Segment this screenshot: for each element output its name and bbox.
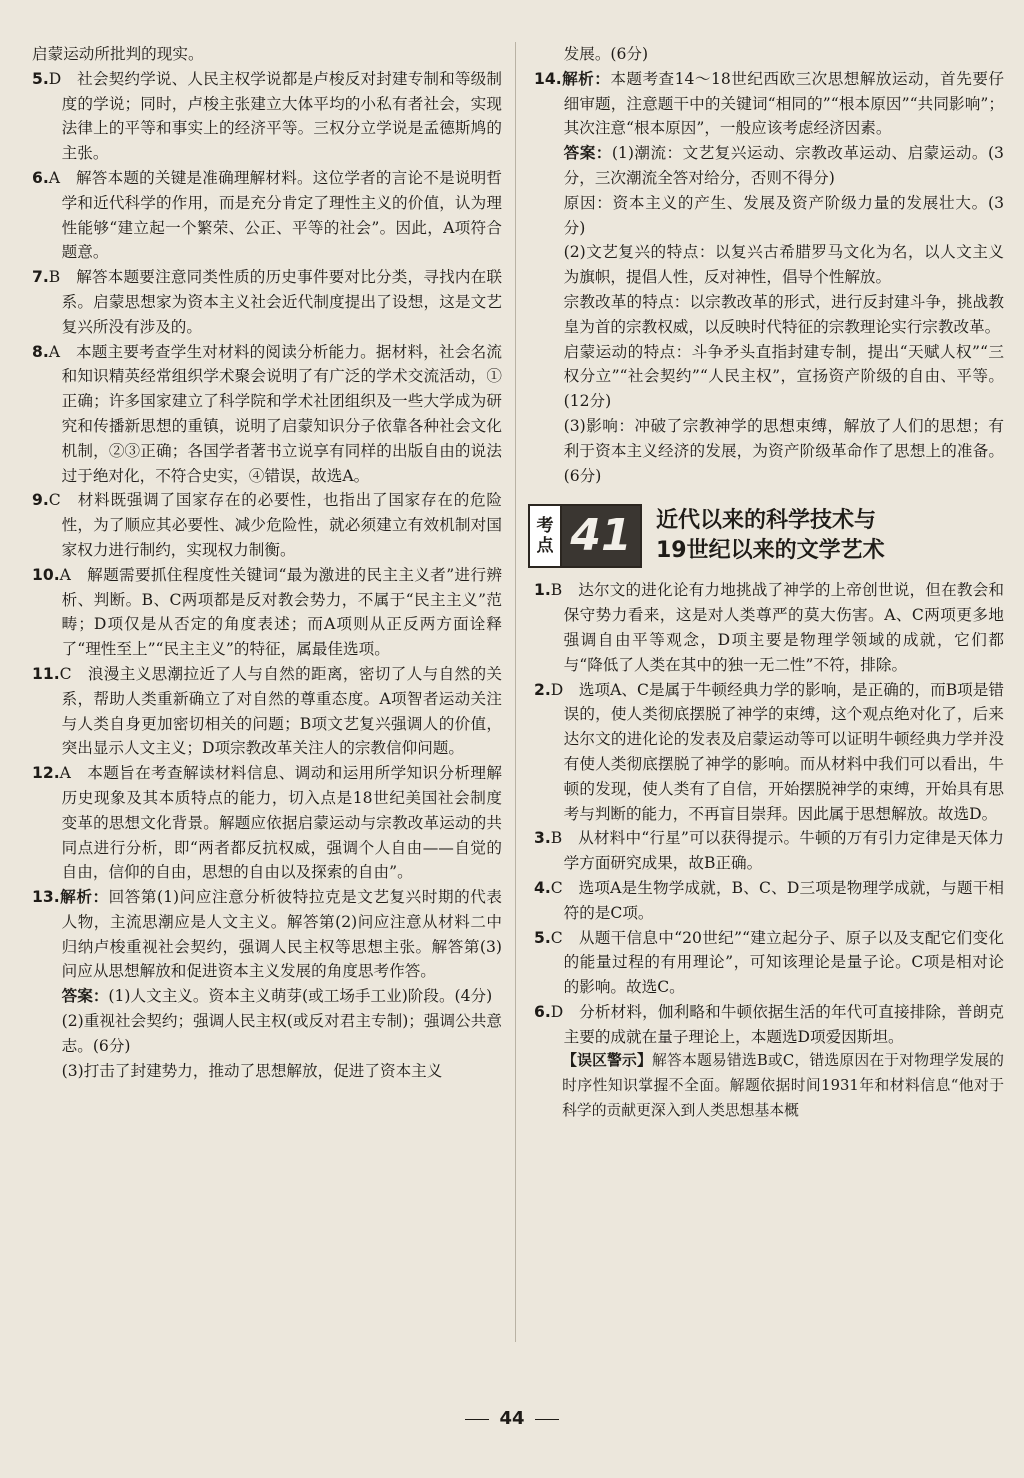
right-column bbox=[534, 42, 1004, 1124]
page-number: 44 bbox=[499, 1408, 525, 1429]
answer-item bbox=[534, 826, 1004, 876]
item-label: 答案： bbox=[563, 144, 612, 163]
item-text: B 从材料中“行星”可以获得提示。牛顿的万有引力定律是天体力学方面研究成果，故B正确。 bbox=[550, 829, 1004, 873]
answer-item bbox=[32, 761, 502, 885]
item-text: 本题考查14～18世纪西欧三次思想解放运动，首先要仔细审题，注意题干中的关键词“相同的”“根本原因”“共同影响”；其次注意“根本原因”，一般应该考虑经济因素。 bbox=[563, 69, 1004, 138]
page-footer bbox=[0, 1408, 1024, 1429]
answer-item bbox=[32, 166, 502, 265]
item-text: D 社会契约学说、人民主权学说都是卢梭反对封建专制和等级制度的学说；同时，卢梭主张建立大体平均的小私有者社会，实现法律上的平等和事实上的经济平等。三权分立学说是孟德斯鸠的主张。 bbox=[48, 69, 502, 163]
item-text: 原因：资本主义的产生、发展及资产阶级力量的发展壮大。(3分) bbox=[563, 193, 1004, 237]
item-number: 12. bbox=[32, 764, 60, 783]
continued-text bbox=[32, 42, 502, 67]
item-text: C 选项A是生物学成就，B、C、D三项是物理学成就，与题干相符的是C项。 bbox=[550, 878, 1004, 922]
warning-note bbox=[534, 1049, 1004, 1123]
item-text: 启蒙运动的特点：斗争矛头直指封建专制，提出“天赋人权”“三权分立”“社会契约”“人民主权”，宣扬资产阶级的自由、平等。(12分) bbox=[563, 342, 1004, 411]
item-text: A 本题主要考查学生对材料的阅读分析能力。据材料，社会名流和知识精英经常组织学术聚会说明了有广泛的学术交流活动，①正确；许多国家建立了科学院和学术社团组织及一些大学成为研究和传播新思想的重镇，说明了启蒙知识分子依靠各种社会文化机制，②③正确；各国学者著书立说享有同样的出版自由的说法过于绝对化，不符合史实，④错误，故选A。 bbox=[48, 342, 502, 485]
answer-line bbox=[534, 340, 1004, 414]
footer-dash bbox=[465, 1419, 489, 1420]
item-text: (1)人文主义。资本主义萌芽(或工场手工业)阶段。(4分) bbox=[108, 987, 493, 1006]
item-text: A 解题需要抓住程度性关键词“最为激进的民主主义者”进行辨析、判断。B、C两项都是反对教会势力，不属于“民主主义”范畴；D项仅是从否定的角度表述；而A项则从正反两方面诠释了“理性至上”“民主主义”的特征，属最佳选项。 bbox=[59, 565, 502, 659]
right-column-top bbox=[534, 42, 1004, 488]
item-number: 1. bbox=[534, 581, 551, 600]
footer-dash bbox=[535, 1419, 559, 1420]
item-text: (1)潮流：文艺复兴运动、宗教改革运动、启蒙运动。(3分，三次潮流全答对给分，否则不得分) bbox=[563, 144, 1004, 187]
item-text: 回答第(1)问应注意分析彼特拉克是文艺复兴时期的代表人物，主流思潮应是人文主义。解答第(2)问应注意从材料二中归纳卢梭重视社会契约，强调人民主权等思想主张。解答第(3)问应从思想解放和促进资本主义发展的角度思考作答。 bbox=[61, 888, 502, 981]
item-text: C 从题干信息中“20世纪”“建立起分子、原子以及支配它们变化的能量过程的有用理论”，可知该理论是量子论。C项是相对论的影响。故选C。 bbox=[550, 928, 1004, 997]
answer-item bbox=[32, 885, 502, 984]
item-number: 6. bbox=[534, 1002, 551, 1021]
left-column bbox=[32, 42, 502, 1083]
item-number: 4. bbox=[534, 878, 551, 897]
answer-line bbox=[534, 191, 1004, 241]
item-number: 8. bbox=[32, 342, 49, 361]
item-number: 2. bbox=[534, 680, 551, 699]
answer-line bbox=[534, 414, 1004, 488]
item-text: B 达尔文的进化论有力地挑战了神学的上帝创世说，但在教会和保守势力看来，这是对人类尊严的莫大伤害。A、C两项更多地强调自由平等观念，D项主要是物理学领域的成就，它们都与“降低了人类在其中的独一无二性”不符，排除。 bbox=[550, 581, 1004, 674]
answer-item bbox=[534, 876, 1004, 926]
item-label: 【误区警示】 bbox=[562, 1052, 652, 1070]
item-text: A 本题旨在考查解读材料信息、调动和运用所学知识分析理解历史现象及其本质特点的能力，切入点是18世纪美国社会制度变革的思想文化背景。解题应依据启蒙运动与宗教改革运动的共同点进行分析，即“两者都反抗权威，强调个人自由——自觉的自由，信仰的自由，思想的自由以及探索的自由”。 bbox=[59, 764, 502, 882]
item-text: (2)重视社会契约；强调人民主权(或反对君主专制)；强调公共意志。(6分) bbox=[61, 1012, 502, 1055]
answer-line bbox=[32, 984, 502, 1009]
answer-line bbox=[32, 1059, 502, 1084]
answer-line bbox=[534, 290, 1004, 340]
item-text: C 浪漫主义思潮拉近了人与自然的距离，密切了人与自然的关系，帮助人类重新确立了对自然的尊重态度。A项智者运动关注与人类自身更加密切相关的问题；B项文艺复兴强调人的价值，突出显示人文主义；D项宗教改革关注人的宗教信仰问题。 bbox=[59, 664, 502, 758]
answer-item bbox=[32, 265, 502, 339]
answer-item bbox=[32, 340, 502, 489]
item-text: 启蒙运动所批判的现实。 bbox=[32, 45, 204, 63]
section-header bbox=[528, 500, 1004, 572]
badge-number: 41 bbox=[562, 506, 640, 566]
answer-item bbox=[32, 563, 502, 662]
item-text: (2)文艺复兴的特点：以复兴古希腊罗马文化为名，以人文主义为旗帜，提倡人性，反对神性，倡导个性解放。 bbox=[563, 243, 1004, 287]
item-text: D 分析材料，伽利略和牛顿依据生活的年代可直接排除，普朗克主要的成就在量子理论上，本题选D项爱因斯坦。 bbox=[550, 1002, 1004, 1046]
item-label: 解析： bbox=[561, 69, 611, 88]
item-label: 解析： bbox=[59, 888, 109, 907]
item-number: 14. bbox=[534, 69, 562, 88]
answer-item bbox=[32, 67, 502, 166]
section-title: 近代以来的科学技术与 19世纪以来的文学艺术 bbox=[656, 508, 885, 564]
item-text: B 解答本题要注意同类性质的历史事件要对比分类，寻找内在联系。启蒙思想家为资本主义社会近代制度提出了设想，这是文艺复兴所没有涉及的。 bbox=[48, 268, 502, 336]
answer-item bbox=[534, 578, 1004, 677]
answer-item bbox=[32, 662, 502, 761]
item-number: 11. bbox=[32, 664, 60, 683]
item-text: 解答本题易错选B或C，错选原因在于对物理学发展的时序性知识掌握不全面。解题依据时间1931年和材料信息“他对于科学的贡献更深入到人类思想基本概 bbox=[562, 1052, 1004, 1120]
answer-line bbox=[534, 141, 1004, 191]
item-number: 5. bbox=[534, 928, 551, 947]
item-number: 9. bbox=[32, 491, 49, 510]
answer-item bbox=[534, 67, 1004, 141]
item-text: (3)影响：冲破了宗教神学的思想束缚，解放了人们的思想；有利于资本主义经济的发展，为资产阶级革命作了思想上的准备。(6分) bbox=[563, 416, 1004, 485]
item-number: 5. bbox=[32, 69, 49, 88]
right-column-bottom bbox=[534, 578, 1004, 1124]
item-text: 发展。(6分) bbox=[563, 45, 649, 63]
answer-line bbox=[534, 240, 1004, 290]
item-label: 答案： bbox=[61, 987, 109, 1006]
section-badge bbox=[528, 504, 642, 568]
item-number: 13. bbox=[32, 888, 60, 907]
item-number: 10. bbox=[32, 565, 60, 584]
answer-item bbox=[32, 488, 502, 562]
answer-item bbox=[534, 926, 1004, 1000]
item-number: 6. bbox=[32, 168, 49, 187]
item-number: 3. bbox=[534, 829, 551, 848]
item-text: (3)打击了封建势力，推动了思想解放，促进了资本主义 bbox=[61, 1061, 443, 1080]
answer-item bbox=[534, 678, 1004, 827]
item-text: 宗教改革的特点：以宗教改革的形式，进行反封建斗争，挑战教皇为首的宗教权威，以反映时代特征的宗教理论实行宗教改革。 bbox=[563, 292, 1004, 336]
answer-line bbox=[32, 1009, 502, 1059]
item-text: D 选项A、C是属于牛顿经典力学的影响，是正确的，而B项是错误的，使人类彻底摆脱了神学的束缚，这个观点绝对化了，后来达尔文的进化论的发表及启蒙运动等可以证明牛顿经典力学并没有使人类彻底摆脱了神学的影响。而从材料中我们可以看出，牛顿的发现，使人类有了自信，开始摆脱神学的束缚，开始具有思考与判断的能力，不再盲目崇拜。因此属于思想解放。故选D。 bbox=[550, 680, 1004, 823]
column-divider bbox=[515, 42, 516, 1342]
badge-label: 考 点 bbox=[530, 506, 562, 566]
item-text: A 解答本题的关键是准确理解材料。这位学者的言论不是说明哲学和近代科学的作用，而是充分肯定了理性主义的价值，认为理性能够“建立起一个繁荣、公正、平等的社会”。因此，A项符合题意。 bbox=[48, 168, 502, 262]
item-number: 7. bbox=[32, 268, 49, 287]
answer-item bbox=[534, 1000, 1004, 1050]
item-text: C 材料既强调了国家存在的必要性，也指出了国家存在的危险性，为了顺应其必要性、减少危险性，就必须建立有效机制对国家权力进行制约，实现权力制衡。 bbox=[48, 491, 502, 559]
answer-line bbox=[534, 42, 1004, 67]
